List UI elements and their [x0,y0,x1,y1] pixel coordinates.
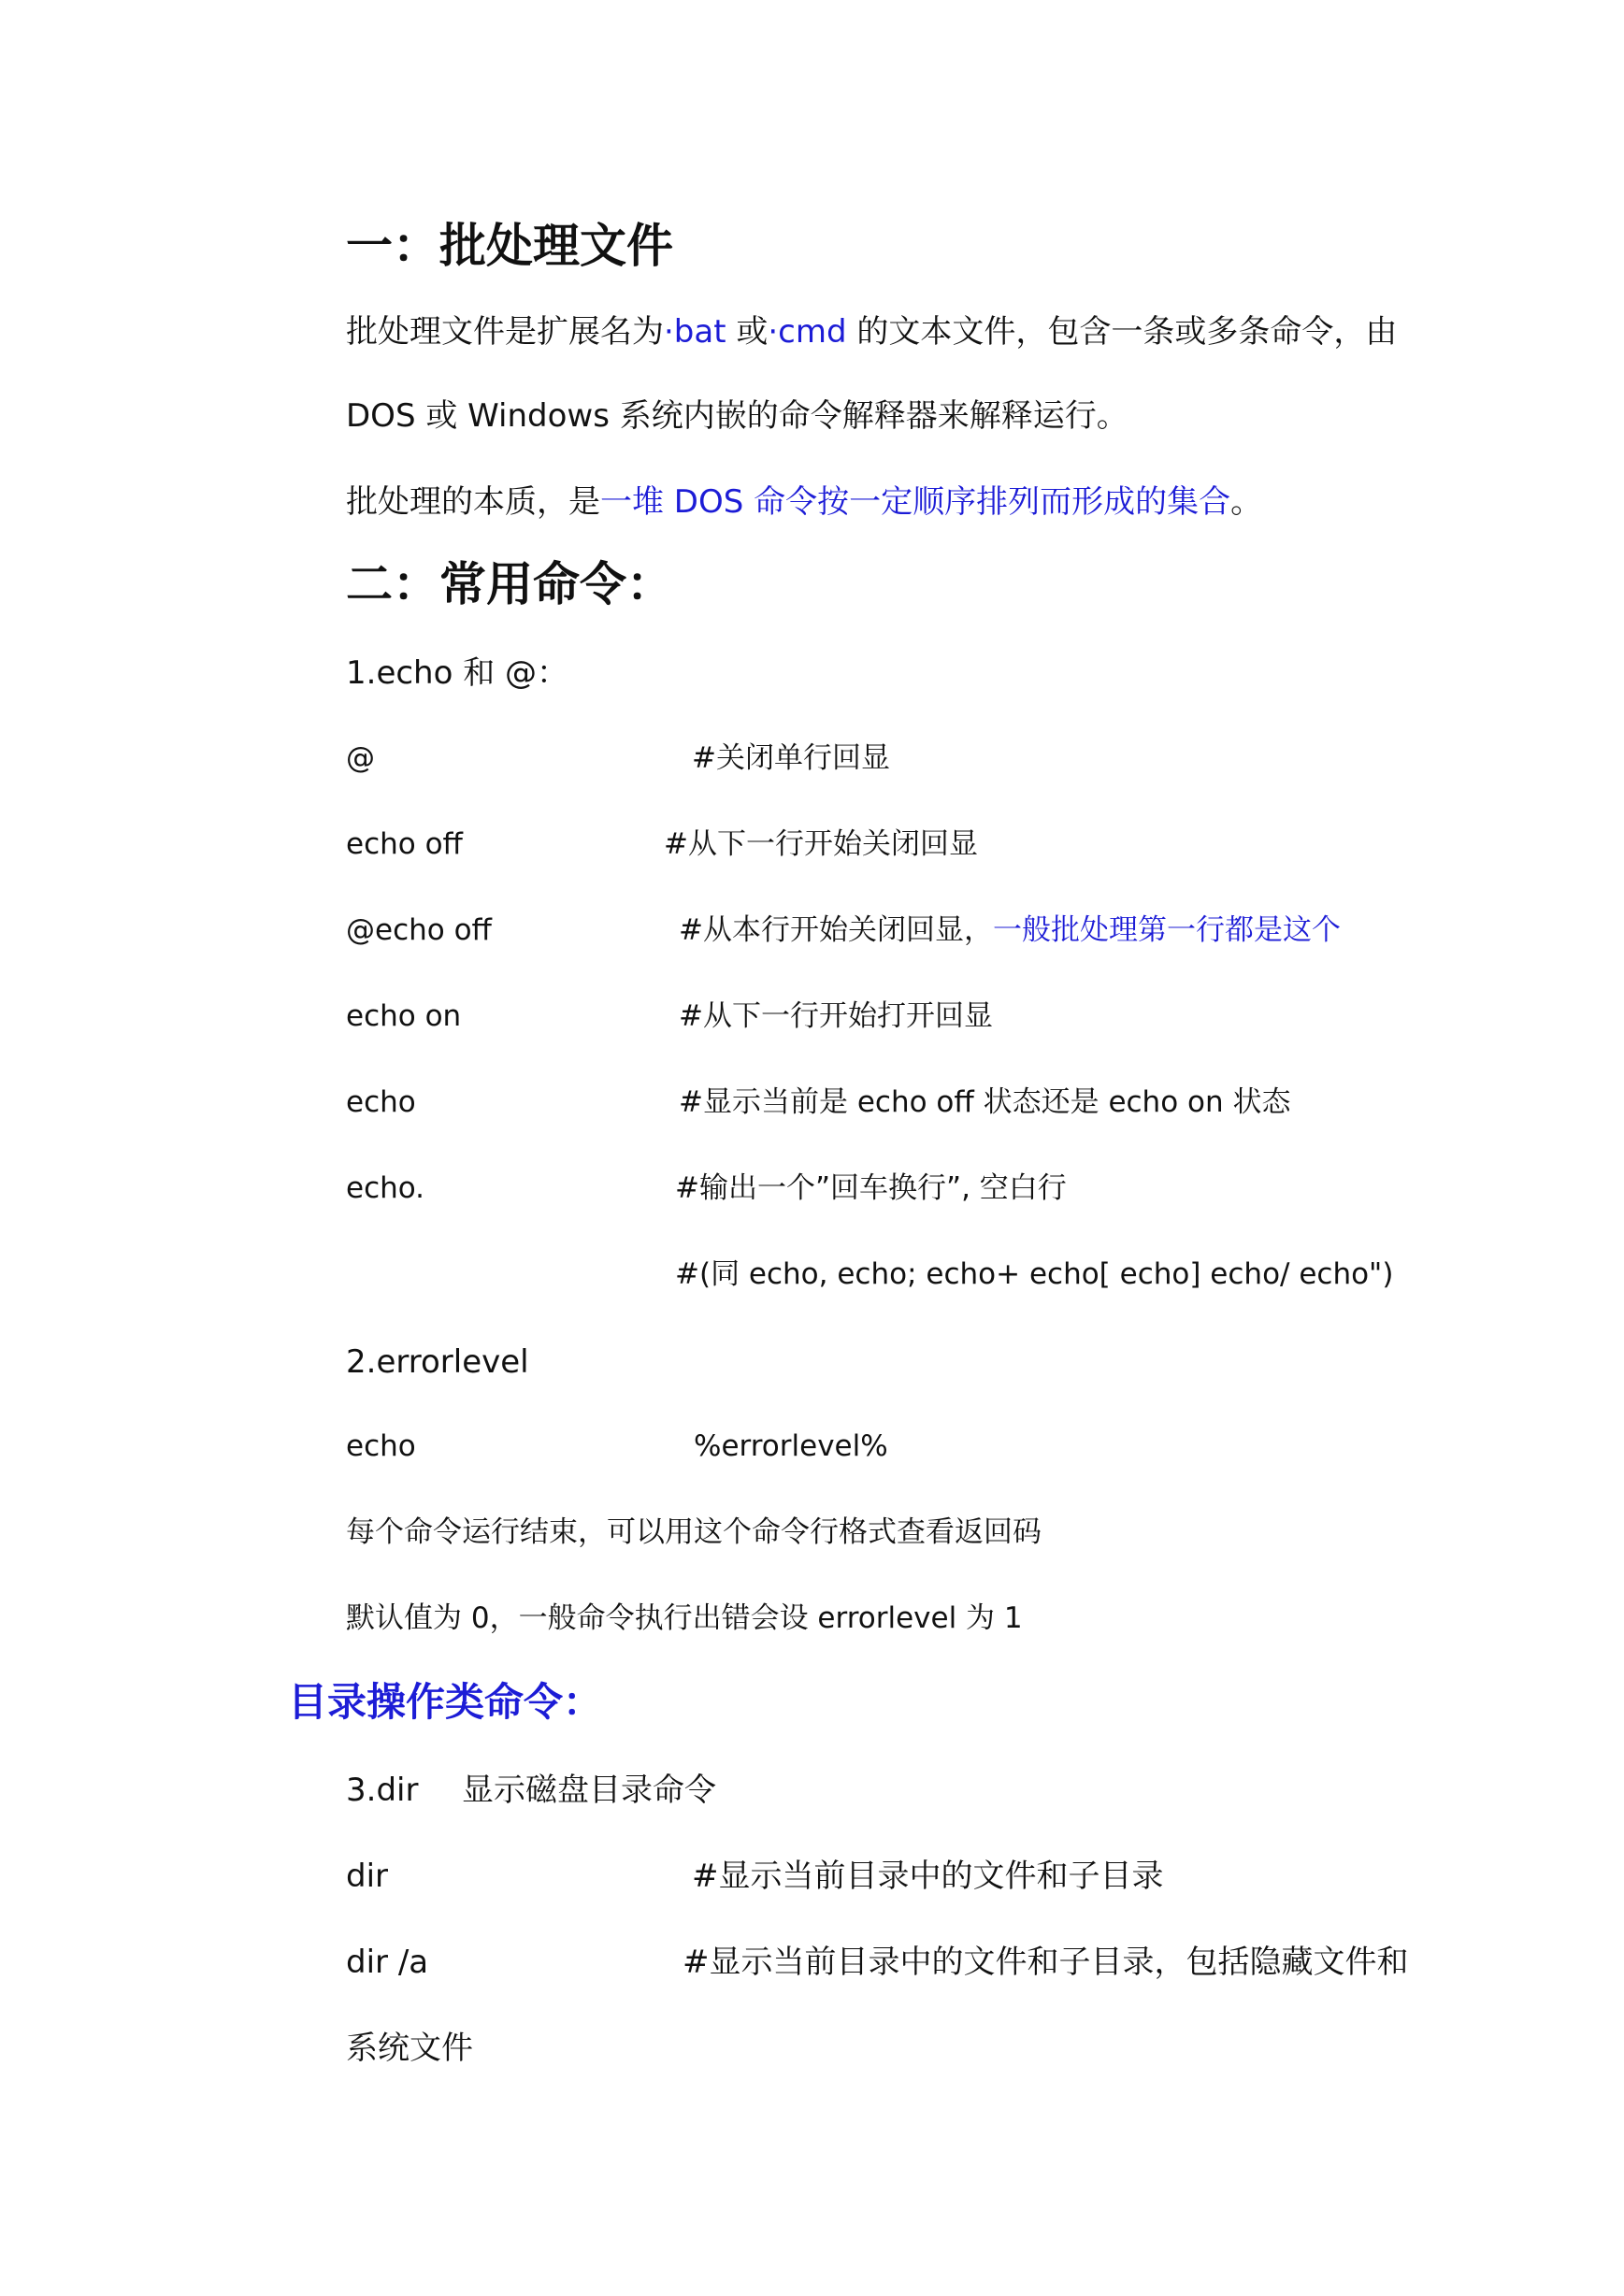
echo-row-cmd: echo [346,1085,416,1119]
echo-row-cmd: @echo off [346,913,492,947]
echo-row-cmd: @ [346,741,375,775]
echo-row-comment: #从下一行开始关闭回显 [664,827,978,861]
errorlevel-cmd: echo [346,1429,416,1463]
dir-row-cmd: dir [346,1858,389,1895]
echo-off-highlight: 一般批处理第一行都是这个 [992,913,1341,947]
echo-row-cmd: echo. [346,1171,425,1205]
essence-text: 批处理的本质，是 [346,483,600,521]
dir-row-cmd: dir /a [346,1944,429,1981]
essence-highlight: 一堆 DOS 命令按一定顺序排列而形成的集合 [600,483,1231,521]
essence-end: 。 [1230,483,1263,521]
intro-text-b: 或 [726,313,769,351]
intro-text-c: 的文本文件，包含一条或多条命令，由 [846,313,1398,351]
echo-row-comment: #从下一行开始打开回显 [679,999,993,1033]
section1-heading: 一：批处理文件 [346,219,673,273]
intro-paragraph-line1 [346,313,1398,351]
errorlevel-value: %errorlevel% [694,1429,888,1463]
echo-row-comment [679,913,1341,947]
dir-description: 显示磁盘目录命令 [462,1772,716,1809]
echo-row-cmd: echo off [346,827,463,861]
cmd-extension: ·cmd [768,313,847,351]
echo-row-cmd: echo on [346,999,462,1033]
errorlevel-note: 每个命令运行结束，可以用这个命令行格式查看返回码 [346,1515,1042,1549]
echo-title: 1.echo 和 @： [346,654,569,692]
echo-row-comment: #显示当前是 echo off 状态还是 echo on 状态 [679,1085,1291,1119]
intro-paragraph-line2: DOS 或 Windows 系统内嵌的命令解释器来解释运行。 [346,397,1128,435]
dir-row-wrap: 系统文件 [346,2030,473,2067]
echo-off-comment: #从本行开始关闭回显， [679,913,993,947]
bat-extension: ·bat [664,313,726,351]
errorlevel-note: 默认值为 0，一般命令执行出错会设 errorlevel 为 1 [346,1601,1023,1635]
dir-row-comment: #显示当前目录中的文件和子目录 [692,1858,1164,1895]
echo-row-comment: #输出一个”回车换行”, 空白行 [675,1171,1067,1205]
intro-text-a: 批处理文件是扩展名为 [346,313,664,351]
section3-heading: 目录操作类命令： [288,1679,603,1725]
echo-row-comment: #关闭单行回显 [692,741,890,775]
dir-row-comment: #显示当前目录中的文件和子目录，包括隐藏文件和 [683,1944,1409,1981]
echo-row-comment: #(同 echo, echo; echo+ echo[ echo] echo/ echo") [675,1257,1394,1291]
dir-title: 3.dir [346,1772,419,1809]
essence-paragraph [346,483,1263,521]
section2-heading: 二：常用命令： [346,557,673,611]
errorlevel-title: 2.errorlevel [346,1343,529,1381]
